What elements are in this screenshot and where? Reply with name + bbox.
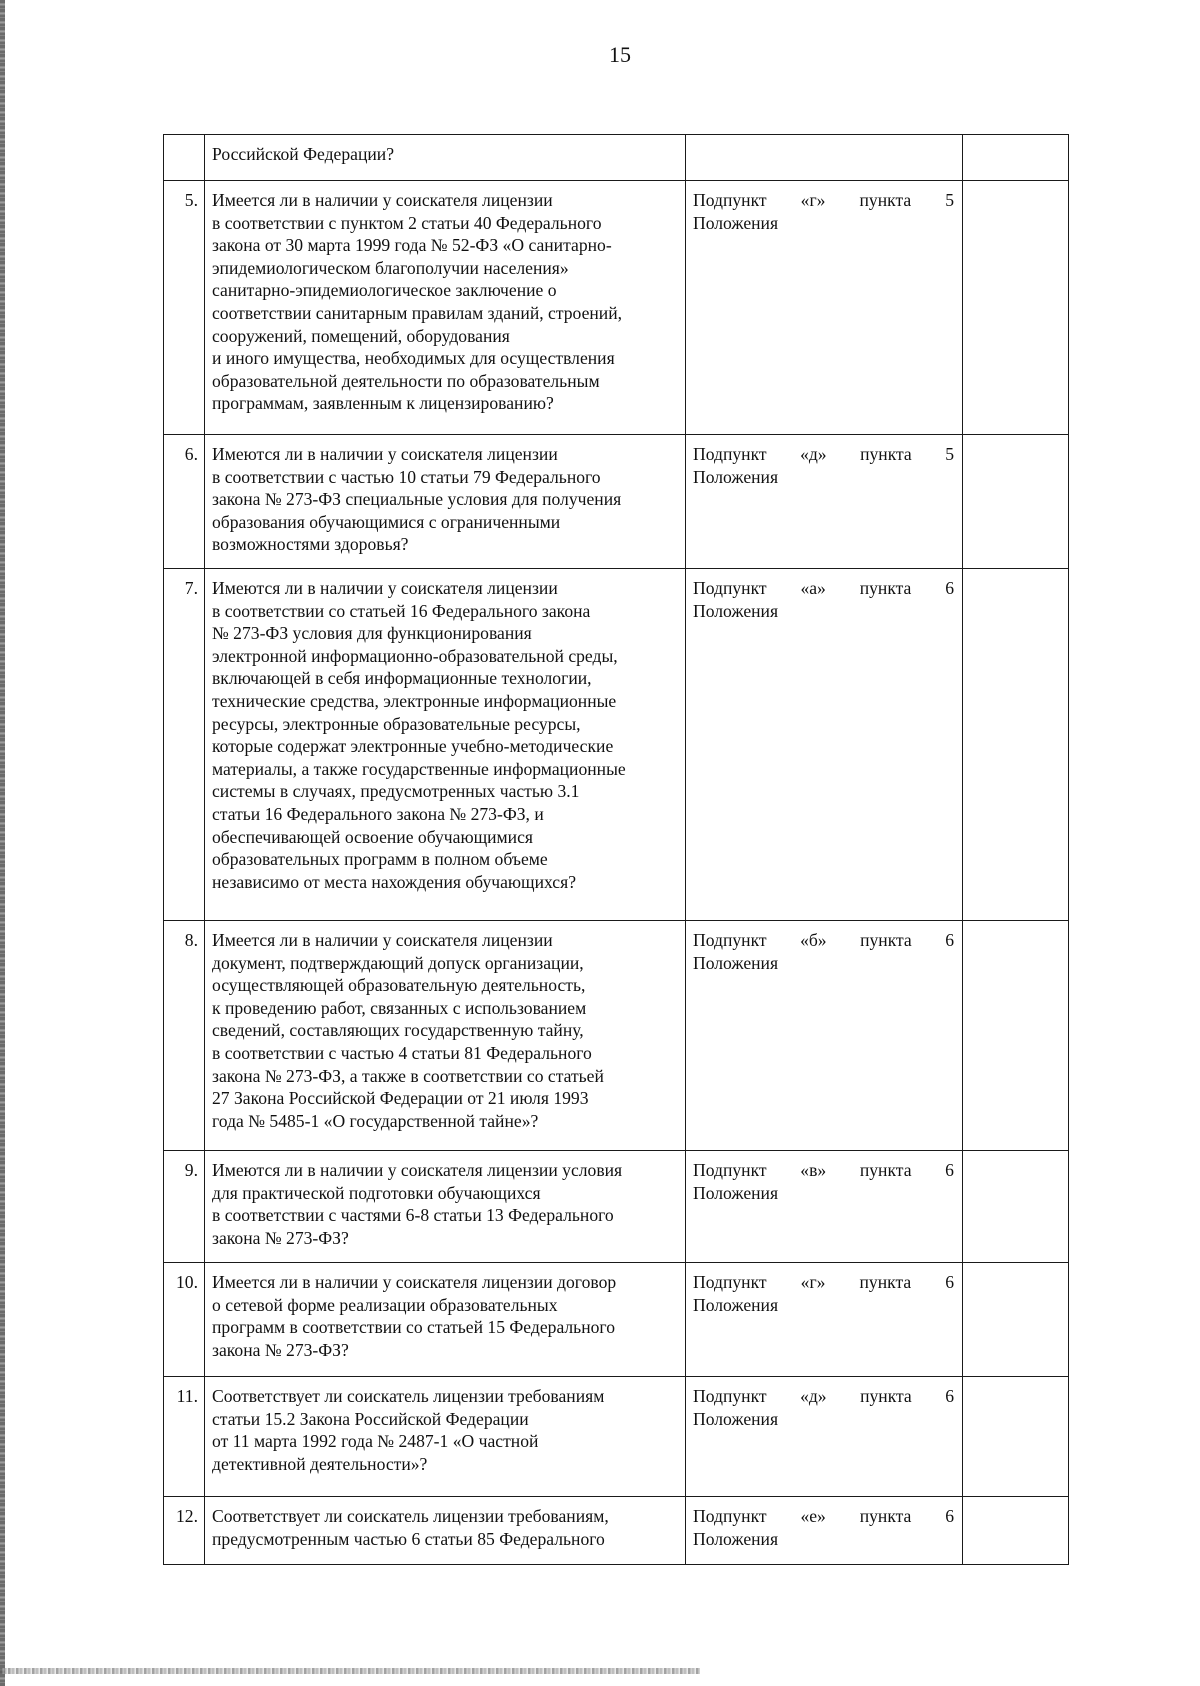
answer-cell[interactable] [963,135,1069,181]
row-number: 7. [164,569,205,921]
reference-subpoint: «г» [800,1272,826,1292]
page-number: 15 [609,42,631,67]
legal-reference [686,135,963,181]
reference-subpoint: «д» [800,1386,827,1406]
reference-line-2: Положения [693,1294,779,1315]
reference-line-1 [693,1385,956,1408]
reference-line-1 [693,1505,956,1528]
reference-line-1 [693,577,956,600]
question-text: Имеется ли в наличии у соискателя лицензии документ, подтверждающий допуск организации, осуществляющей образовательную деятельность, к проведению работ, связанных с использованием сведений, составляющих государственную тайну, в соответствии с частью 4 статьи 81 Федерального закона № 273-ФЗ, а также в соответствии со статьей 27 Закона Российской Федерации от 21 июля 1993 года № 5485-1 «О государственной тайне»? [205,921,686,1151]
answer-cell[interactable] [963,569,1069,921]
reference-point: 6 [945,1506,954,1526]
reference-word: Подпункт [693,930,767,950]
legal-reference [686,569,963,921]
question-text: Соответствует ли соискатель лицензии требованиям статьи 15.2 Закона Российской Федерации от 11 марта 1992 года № 2487-1 «О частной детективной деятельности»? [205,1377,686,1497]
answer-cell[interactable] [963,1151,1069,1263]
reference-word: пункта [859,190,912,210]
question-text: Имеются ли в наличии у соискателя лицензии в соответствии с частью 10 статьи 79 Федерального закона № 273-ФЗ специальные условия для получения образования обучающимися с ограниченными возможностями здоровья? [205,435,686,569]
table-row [164,1151,1069,1263]
row-number: 6. [164,435,205,569]
reference-subpoint: «д» [800,444,827,464]
reference-word: пункта [860,1386,912,1406]
table-row [164,135,1069,181]
reference-word: Подпункт [693,578,767,598]
reference-subpoint: «е» [800,1506,826,1526]
table-row [164,569,1069,921]
legal-reference [686,435,963,569]
row-number: 8. [164,921,205,1151]
row-number [164,135,205,181]
reference-line-2: Положения [693,952,779,973]
question-text: Имеется ли в наличии у соискателя лицензии в соответствии с пунктом 2 статьи 40 Федерального закона от 30 марта 1999 года № 52-ФЗ «О санитарно- эпидемиологическом благополучии населения» санитарно-эпидемиологическое заключение о соответствии санитарным правилам зданий, строений, сооружений, помещений, оборудования и иного имущества, необходимых для осуществления образовательной деятельности по образовательным программам, заявленным к лицензированию? [205,181,686,435]
table-row [164,435,1069,569]
row-number: 12. [164,1497,205,1565]
reference-word: пункта [859,1272,912,1292]
table-row [164,921,1069,1151]
reference-word: пункта [860,444,912,464]
legal-reference [686,1497,963,1565]
reference-point: 6 [945,578,954,598]
row-number: 11. [164,1377,205,1497]
checklist-table [163,134,1069,1565]
legal-reference [686,921,963,1151]
reference-point: 6 [945,930,954,950]
reference-line-1 [693,443,956,466]
reference-word: Подпункт [693,444,767,464]
question-text: Имеется ли в наличии у соискателя лицензии договор о сетевой форме реализации образовательных программ в соответствии со статьей 15 Федерального закона № 273-ФЗ? [205,1263,686,1377]
answer-cell[interactable] [963,1377,1069,1497]
reference-line-1 [693,1159,956,1182]
question-text: Соответствует ли соискатель лицензии требованиям, предусмотренным частью 6 статьи 85 Федерального [205,1497,686,1565]
answer-cell[interactable] [963,1497,1069,1565]
reference-word: Подпункт [693,1160,767,1180]
row-number: 5. [164,181,205,435]
reference-word: пункта [859,1160,912,1180]
reference-subpoint: «в» [800,1160,827,1180]
reference-line-2: Положения [693,1408,779,1429]
legal-reference [686,1377,963,1497]
reference-word: пункта [859,1506,912,1526]
reference-line-1 [693,1271,956,1294]
reference-point: 6 [945,1160,954,1180]
row-number: 9. [164,1151,205,1263]
reference-subpoint: «б» [800,930,827,950]
question-text: Имеются ли в наличии у соискателя лицензии в соответствии со статьей 16 Федерального закона № 273-ФЗ условия для функционирования электронной информационно-образовательной среды, включающей в себя информационные технологии, технические средства, электронные информационные ресурсы, электронные образовательные ресурсы, которые содержат электронные учебно-методические материалы, а также государственные информационные системы в случаях, предусмотренных частью 3.1 статьи 16 Федерального закона № 273-ФЗ, и обеспечивающей освоение обучающимися образовательных программ в полном объеме независимо от места нахождения обучающихся? [205,569,686,921]
reference-word: Подпункт [693,1506,767,1526]
table-row [164,1377,1069,1497]
legal-reference [686,1151,963,1263]
question-text: Российской Федерации? [205,135,686,181]
reference-line-2: Положения [693,212,779,233]
question-text: Имеются ли в наличии у соискателя лицензии условия для практической подготовки обучающихся в соответствии с частями 6-8 статьи 13 Федерального закона № 273-ФЗ? [205,1151,686,1263]
reference-point: 6 [945,1272,954,1292]
row-number: 10. [164,1263,205,1377]
table-row [164,1497,1069,1565]
reference-point: 6 [945,1386,954,1406]
reference-line-2: Положения [693,1528,779,1549]
reference-line-2: Положения [693,466,779,487]
reference-point: 5 [945,190,954,210]
table-row [164,1263,1069,1377]
reference-word: Подпункт [693,1386,767,1406]
checklist-body [164,135,1069,1565]
answer-cell[interactable] [963,1263,1069,1377]
reference-word: пункта [859,578,912,598]
table-row [164,181,1069,435]
reference-subpoint: «г» [800,190,826,210]
scan-edge-left [0,0,5,1686]
reference-subpoint: «а» [800,578,826,598]
reference-word: пункта [860,930,912,950]
reference-line-1 [693,189,956,212]
reference-line-1 [693,929,956,952]
reference-word: Подпункт [693,190,767,210]
reference-point: 5 [945,444,954,464]
answer-cell[interactable] [963,921,1069,1151]
legal-reference [686,1263,963,1377]
answer-cell[interactable] [963,435,1069,569]
scan-edge-bottom [0,1668,700,1674]
reference-line-2: Положения [693,600,779,621]
legal-reference [686,181,963,435]
reference-line-2: Положения [693,1182,779,1203]
answer-cell[interactable] [963,181,1069,435]
reference-word: Подпункт [693,1272,767,1292]
